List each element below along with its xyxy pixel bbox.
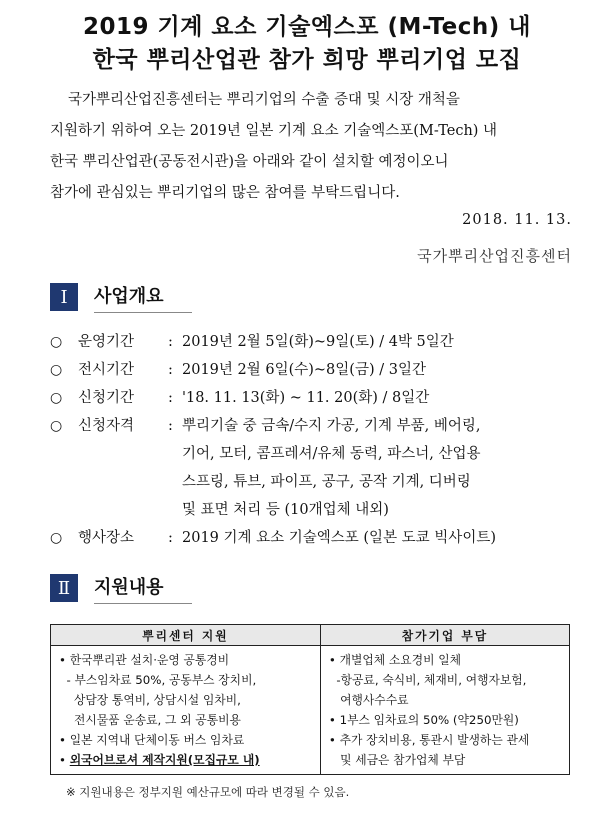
overview-list xyxy=(50,328,570,552)
bullet-circle: ○ xyxy=(50,334,63,350)
section-label: 사업개요 xyxy=(94,282,192,313)
page-title-line1: 2019 기계 요소 기술엑스포 (M-Tech) 내 xyxy=(82,14,532,40)
item-colon: : xyxy=(168,334,173,350)
intro-paragraph xyxy=(50,85,570,209)
bullet-circle: ○ xyxy=(50,418,63,434)
section-number: Ⅰ xyxy=(50,283,78,311)
footnote: ※ 지원내용은 정부지원 예산규모에 따라 변경될 수 있음. xyxy=(66,785,350,799)
item-colon: : xyxy=(168,362,173,378)
value-line: 및 표면 처리 등 (10개업체 내외) xyxy=(182,502,389,518)
support-line-highlight xyxy=(59,750,316,770)
header-company-burden: 참가기업 부담 xyxy=(320,625,569,646)
support-table xyxy=(50,624,570,775)
support-line: • 일본 지역내 단체이동 버스 임차료 xyxy=(59,733,245,747)
burden-line: 여행사수수료 xyxy=(328,693,409,707)
item-colon: : xyxy=(168,390,173,406)
list-item xyxy=(50,412,570,524)
value-line: 기어, 모터, 콤프레셔/유체 동력, 파스너, 산업용 xyxy=(182,446,481,462)
item-value xyxy=(182,384,570,412)
table-header-row xyxy=(51,625,570,646)
value-line: '18. 11. 13(화) ~ 11. 20(화) / 8일간 xyxy=(182,390,430,406)
item-value xyxy=(182,356,570,384)
item-colon: : xyxy=(168,530,173,546)
item-key: 행사장소 xyxy=(78,530,135,546)
header-center-support: 뿌리센터 지원 xyxy=(51,625,321,646)
item-key: 신청기간 xyxy=(78,390,135,406)
bullet: • xyxy=(59,753,70,767)
page-title-line2: 한국 뿌리산업관 참가 희망 뿌리기업 모집 xyxy=(92,47,522,73)
value-line: 뿌리기술 중 금속/수지 가공, 기계 부품, 베어링, xyxy=(182,418,481,434)
bullet-circle: ○ xyxy=(50,530,63,546)
section-number: Ⅱ xyxy=(50,574,78,602)
item-value xyxy=(182,524,570,552)
intro-line: 참가에 관심있는 뿌리기업의 많은 참여를 부탁드립니다. xyxy=(50,185,400,201)
announcement-date: 2018. 11. 13. xyxy=(462,212,572,228)
item-colon: : xyxy=(168,418,173,434)
organization-name: 국가뿌리산업진흥센터 xyxy=(417,247,572,265)
value-line: 스프링, 튜브, 파이프, 공구, 공작 기계, 디버링 xyxy=(182,474,471,490)
bullet-circle: ○ xyxy=(50,362,63,378)
list-item xyxy=(50,328,570,356)
support-line: 상담장 통역비, 상담시설 임차비, xyxy=(59,693,241,707)
burden-line: • 개별업체 소요경비 일체 xyxy=(328,653,462,667)
item-key: 신청자격 xyxy=(78,418,135,434)
section-header-support xyxy=(50,574,192,602)
bullet-circle: ○ xyxy=(50,390,63,406)
center-support-cell xyxy=(51,646,321,775)
item-value xyxy=(182,328,570,356)
burden-line: • 추가 장치비용, 통관시 발생하는 관세 xyxy=(328,733,530,747)
support-line: - 부스임차료 50%, 공동부스 장치비, xyxy=(59,673,257,687)
item-value xyxy=(182,412,570,524)
intro-line: 국가뿌리산업진흥센터는 뿌리기업의 수출 증대 및 시장 개척을 xyxy=(68,92,460,108)
value-line: 2019년 2월 6일(수)~8일(금) / 3일간 xyxy=(182,362,426,378)
item-key: 운영기간 xyxy=(78,334,135,350)
support-line: • 한국뿌리관 설치·운영 공통경비 xyxy=(59,653,230,667)
value-line: 2019년 2월 5일(화)~9일(토) / 4박 5일간 xyxy=(182,334,454,350)
burden-line: • 1부스 임차료의 50% (약250만원) xyxy=(328,713,519,727)
value-line: 2019 기계 요소 기술엑스포 (일본 도쿄 빅사이트) xyxy=(182,530,496,546)
burden-line: 및 세금은 참가업체 부담 xyxy=(328,753,466,767)
table-row xyxy=(51,646,570,775)
support-line: 전시물품 운송료, 그 외 공통비용 xyxy=(59,713,241,727)
section-label: 지원내용 xyxy=(94,573,192,604)
list-item xyxy=(50,384,570,412)
list-item xyxy=(50,356,570,384)
company-burden-cell xyxy=(320,646,569,775)
list-item xyxy=(50,524,570,552)
intro-line: 지원하기 위하여 오는 2019년 일본 기계 요소 기술엑스포(M-Tech) 내 xyxy=(50,123,498,139)
intro-line: 한국 뿌리산업관(공동전시관)을 아래와 같이 설치할 예정이오니 xyxy=(50,154,449,170)
burden-line: -항공료, 숙식비, 체재비, 여행자보험, xyxy=(328,673,527,687)
brochure-support: 외국어브로셔 제작지원(모집규모 내) xyxy=(69,753,260,767)
item-key: 전시기간 xyxy=(78,362,135,378)
section-header-overview xyxy=(50,283,192,311)
